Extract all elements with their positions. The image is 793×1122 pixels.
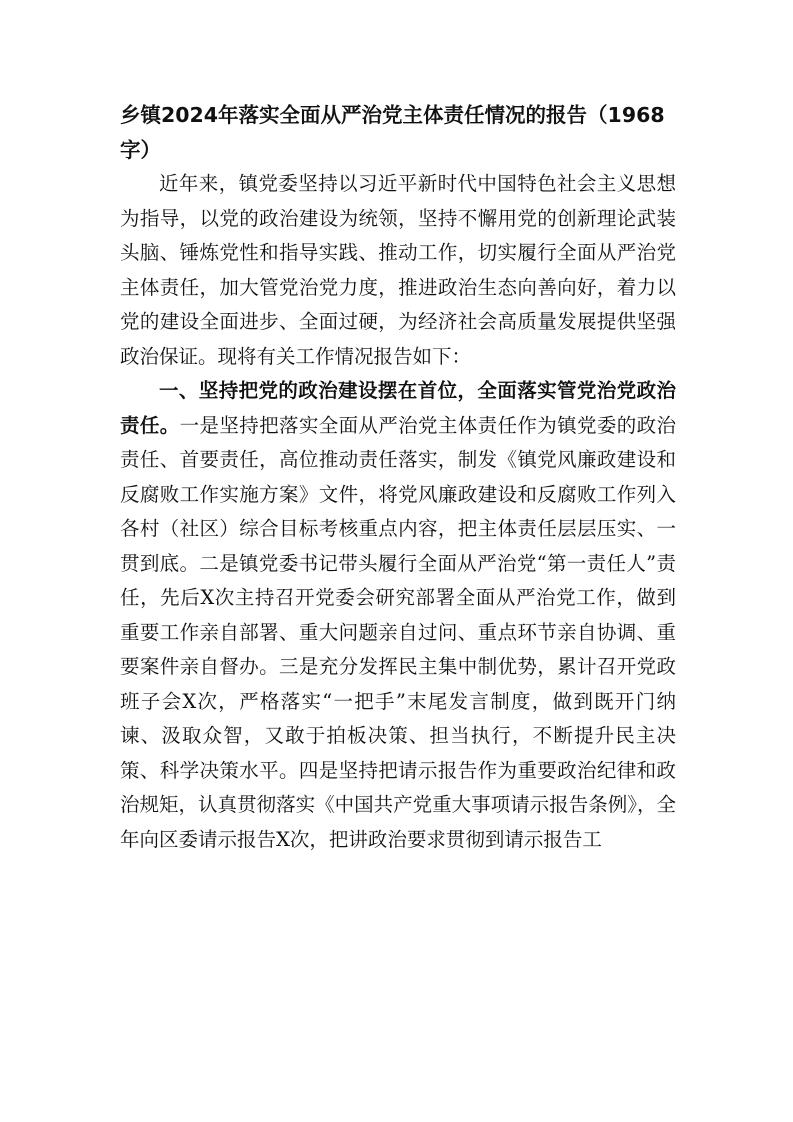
section-1-heading: 一、坚持把党的政治建设摆在首位，全面落实管党治党政治责任。 <box>120 379 676 437</box>
intro-paragraph: 近年来，镇党委坚持以习近平新时代中国特色社会主义思想为指导，以党的政治建设为统领，坚持不懈用党的创新理论武装头脑、锤炼党性和指导实践、推动工作，切实履行全面从严治党主体责任，加大管党治党力度，推进政治生态向善向好，着力以党的建设全面进步、全面过硬，为经济社会高质量发展提供坚强政治保证。现将有关工作情况报告如下： <box>120 172 676 368</box>
document-body <box>120 98 676 857</box>
section-1-body: 一是坚持把落实全面从严治党主体责任作为镇党委的政治责任、首要责任，高位推动责任落实，制发《镇党风廉政建设和反腐败工作实施方案》文件，将党风廉政建设和反腐败工作列入各村（社区）综合目标考核重点内容，把主体责任层层压实、一贯到底。二是镇党委书记带头履行全面从严治党“第一责任人”责任，先后X次主持召开党委会研究部署全面从严治党工作，做到重要工作亲自部署、重大问题亲自过问、重点环节亲自协调、重要案件亲自督办。三是充分发挥民主集中制优势，累计召开党政班子会X次，严格落实“一把手”末尾发言制度，做到既开门纳谏、汲取众智，又敢于拍板决策、担当执行，不断提升民主决策、科学决策水平。四是坚持把请示报告作为重要政治纪律和政治规矩，认真贯彻落实《中国共产党重大事项请示报告条例》，全年向区委请示报告X次，把讲政治要求贯彻到请示报告工 <box>120 413 676 851</box>
document-title: 乡镇2024年落实全面从严治党主体责任情况的报告（1968字） <box>120 103 665 162</box>
section-1-paragraph <box>120 374 676 857</box>
